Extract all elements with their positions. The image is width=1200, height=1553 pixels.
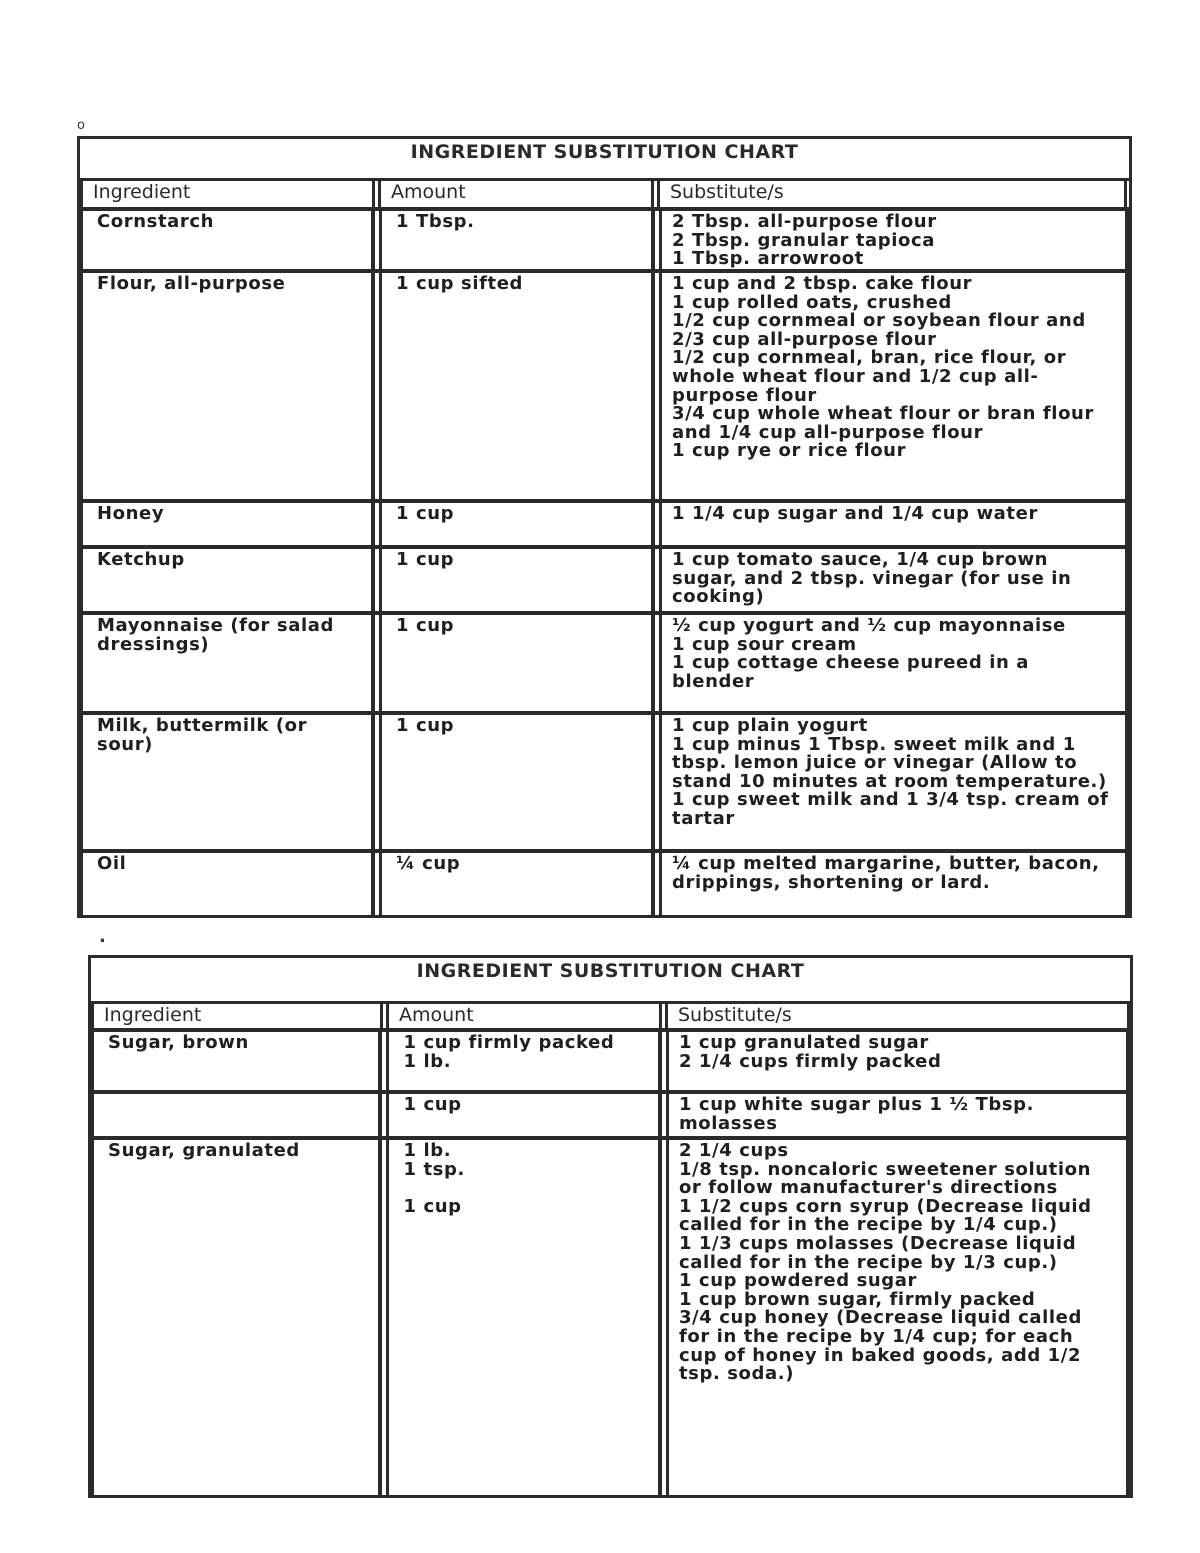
ingredient-cell: Oil: [80, 853, 375, 917]
substitutes-cell: 1 cup tomato sauce, 1/4 cup brown sugar, and 2 tbsp. vinegar (for use in cooking): [659, 549, 1129, 611]
table-row: [91, 1032, 1130, 1094]
ingredient-cell: Cornstarch: [80, 211, 375, 269]
table-row: [80, 549, 1129, 615]
amount-cell: ¼ cup: [379, 853, 655, 917]
table-row: [80, 211, 1129, 273]
table-row: [80, 853, 1129, 917]
amount-cell: 1 cup: [379, 615, 655, 711]
amount-cell: 1 cup sifted: [379, 273, 655, 499]
ingredient-cell: Milk, buttermilk (or sour): [80, 715, 375, 849]
amount-cell: 1 cup: [379, 715, 655, 849]
table-row: [91, 1140, 1130, 1498]
ingredient-cell: Sugar, brown: [91, 1032, 382, 1090]
table-row: [80, 615, 1129, 715]
amount-cell: 1 cup firmly packed 1 lb.: [386, 1032, 661, 1090]
substitutes-cell: ½ cup yogurt and ½ cup mayonnaise 1 cup sour cream 1 cup cottage cheese pureed in a blender: [659, 615, 1129, 711]
table-row: [80, 715, 1129, 853]
header-substitutes: Substitute/s: [657, 181, 1127, 207]
chart-header-row: [91, 1004, 1130, 1032]
substitutes-cell: 2 1/4 cups 1/8 tsp. noncaloric sweetener solution or follow manufacturer's directions 1 1/2 cups corn syrup (Decrease liquid called for in the recipe by 1/4 cup.) 1 1/3 cups molasses (Decrease liquid called for in the recipe by 1/3 cup.) 1 cup powdered sugar 1 cup brown sugar, firmly packed 3/4 cup honey (Decrease liquid called for in the recipe by 1/4 cup; for each cup of honey in baked goods, add 1/2 tsp. soda.): [666, 1140, 1130, 1498]
substitutes-cell: 1 1/4 cup sugar and 1/4 cup water: [659, 503, 1129, 545]
substitutes-cell: 1 cup and 2 tbsp. cake flour 1 cup rolled oats, crushed 1/2 cup cornmeal or soybean flour and 2/3 cup all-purpose flour 1/2 cup cornmeal, bran, rice flour, or whole wheat flour and 1/2 cup all-purpose flour 3/4 cup whole wheat flour or bran flour and 1/4 cup all-purpose flour 1 cup rye or rice flour: [659, 273, 1129, 499]
ingredient-cell: Honey: [80, 503, 375, 545]
header-substitutes: Substitute/s: [665, 1004, 1130, 1028]
amount-cell: 1 cup: [379, 503, 655, 545]
chart-title: INGREDIENT SUBSTITUTION CHART: [80, 139, 1129, 181]
amount-cell: 1 Tbsp.: [379, 211, 655, 269]
ingredient-cell: Ketchup: [80, 549, 375, 611]
table-row: [80, 273, 1129, 503]
header-ingredient: Ingredient: [91, 1004, 383, 1028]
page-mid-mark: .: [99, 926, 106, 947]
header-ingredient: Ingredient: [80, 181, 375, 207]
header-amount: Amount: [386, 1004, 662, 1028]
table-row: [80, 503, 1129, 549]
substitutes-cell: 1 cup plain yogurt 1 cup minus 1 Tbsp. sweet milk and 1 tbsp. lemon juice or vinegar (Allow to stand 10 minutes at room temperature.) 1 cup sweet milk and 1 3/4 tsp. cream of tartar: [659, 715, 1129, 849]
chart-header-row: [80, 181, 1129, 211]
amount-cell: 1 cup: [386, 1094, 661, 1136]
substitution-chart-2: [88, 955, 1133, 1498]
amount-cell: 1 lb. 1 tsp. 1 cup: [386, 1140, 661, 1498]
substitutes-cell: 2 Tbsp. all-purpose flour 2 Tbsp. granular tapioca 1 Tbsp. arrowroot: [659, 211, 1129, 269]
substitutes-cell: 1 cup granulated sugar 2 1/4 cups firmly packed: [666, 1032, 1130, 1090]
ingredient-cell: Sugar, granulated: [91, 1140, 382, 1498]
ingredient-cell: Flour, all-purpose: [80, 273, 375, 499]
header-amount: Amount: [378, 181, 654, 207]
ingredient-cell: Mayonnaise (for salad dressings): [80, 615, 375, 711]
substitutes-cell: 1 cup white sugar plus 1 ½ Tbsp. molasses: [666, 1094, 1130, 1136]
page-top-mark: o: [77, 118, 85, 133]
substitutes-cell: ¼ cup melted margarine, butter, bacon, drippings, shortening or lard.: [659, 853, 1129, 917]
chart-title: INGREDIENT SUBSTITUTION CHART: [91, 958, 1130, 1004]
amount-cell: 1 cup: [379, 549, 655, 611]
substitution-chart-1: [77, 136, 1132, 918]
table-row: [91, 1094, 1130, 1140]
ingredient-cell: [91, 1094, 382, 1136]
